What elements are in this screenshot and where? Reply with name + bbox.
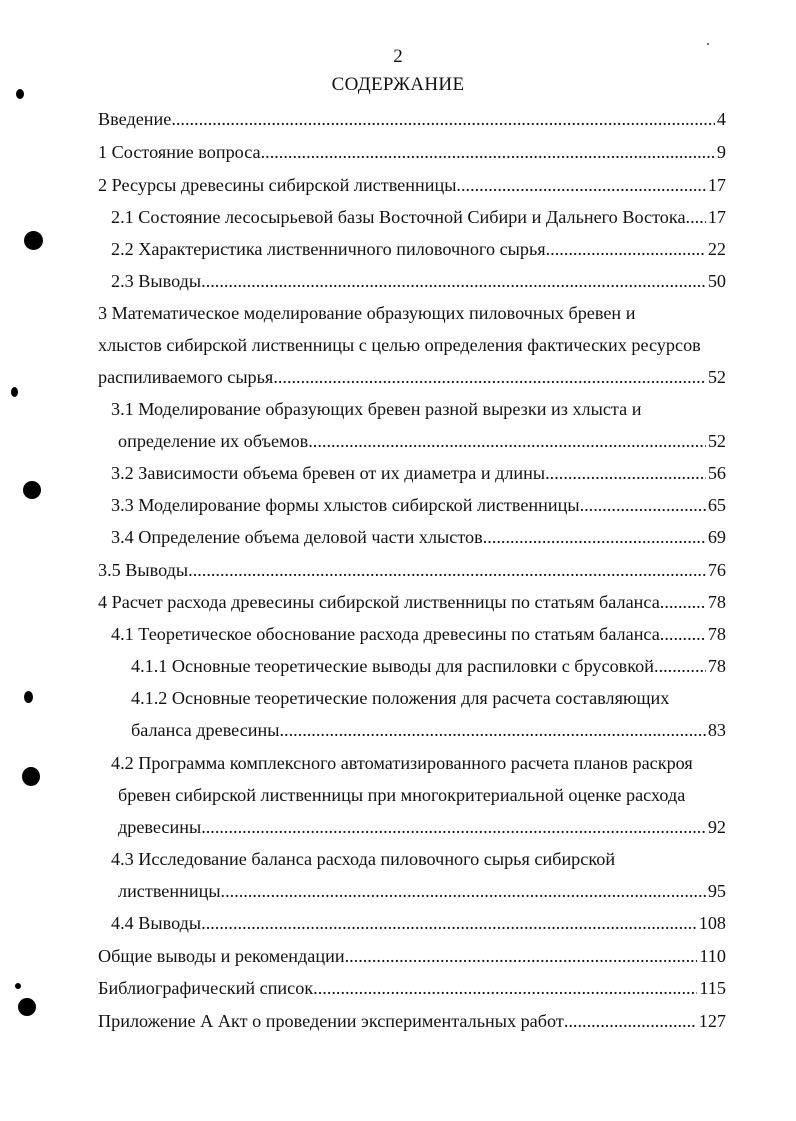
toc-entry-page: 4 xyxy=(716,109,726,129)
toc-entry xyxy=(98,104,726,134)
toc-entry-page: 78 xyxy=(707,656,726,676)
toc-entry xyxy=(118,426,726,456)
punch-hole xyxy=(16,89,24,99)
toc-entry-label: лиственницы xyxy=(118,881,221,901)
toc-entry xyxy=(98,298,726,328)
toc-entry xyxy=(98,587,726,617)
page-title: СОДЕРЖАНИЕ xyxy=(331,74,465,95)
toc-entry xyxy=(98,1006,726,1036)
punch-hole xyxy=(18,998,36,1016)
toc-entry-label: 4.1 Теоретическое обоснование расхода древесины по статьям баланса xyxy=(111,624,660,644)
toc-entry-page: 52 xyxy=(707,367,726,387)
toc-entry xyxy=(118,876,726,906)
toc-entry xyxy=(118,812,726,842)
toc-entry xyxy=(131,651,726,681)
toc-entry-page: 83 xyxy=(707,720,726,740)
toc-entry xyxy=(98,170,726,200)
toc-entry-label: Общие выводы и рекомендации xyxy=(98,946,345,966)
toc-entry xyxy=(111,748,726,778)
toc-entry xyxy=(111,522,726,552)
toc-entry xyxy=(111,234,726,264)
toc-entry xyxy=(111,202,726,232)
toc-entry-label: 4.4 Выводы xyxy=(111,913,202,933)
toc-entry-label: 2.1 Состояние лесосырьевой базы Восточной Сибири и Дальнего Востока xyxy=(111,207,686,227)
punch-hole xyxy=(24,691,33,703)
toc-entry-page: 56 xyxy=(707,463,726,483)
toc-entry-label: 3.3 Моделирование формы хлыстов сибирской лиственницы xyxy=(111,495,580,515)
toc-entry-label: 4.2 Программа комплексного автоматизированного расчета планов раскроя xyxy=(111,753,693,773)
toc-entry xyxy=(98,330,726,360)
toc-entry-label: 3 Математическое моделирование образующих пиловочных бревен и xyxy=(98,303,636,323)
toc-entry-label: хлыстов сибирской лиственницы с целью определения фактических ресурсов xyxy=(98,335,701,355)
punch-hole xyxy=(15,983,21,989)
toc-entry-page: 115 xyxy=(699,978,726,998)
toc-entry-label: бревен сибирской лиственницы при многокритериальной оценке расхода xyxy=(118,785,686,805)
toc-entry-page: 50 xyxy=(707,271,726,291)
toc-entry-page: 95 xyxy=(707,881,726,901)
toc-entry-page: 92 xyxy=(707,817,726,837)
toc-entry-page: 65 xyxy=(707,495,726,515)
toc-entry-label: 4.1.1 Основные теоретические выводы для распиловки с брусовкой xyxy=(131,656,655,676)
toc-entry-label: 4 Расчет расхода древесины сибирской лиственницы по статьям баланса xyxy=(98,592,660,612)
toc-entry-label: 4.3 Исследование баланса расхода пиловочного сырья сибирской xyxy=(111,849,616,869)
toc-entry-page: 22 xyxy=(707,239,726,259)
toc-entry-label: 4.1.2 Основные теоретические положения для расчета составляющих xyxy=(131,688,670,708)
toc-entry xyxy=(111,619,726,649)
toc-entry-label: распиливаемого сырья xyxy=(98,367,274,387)
toc-entry-page: 78 xyxy=(707,592,726,612)
toc-entry xyxy=(111,908,726,938)
scan-speck xyxy=(707,43,709,45)
toc-entry-page: 76 xyxy=(707,560,726,580)
toc-entry-page: 52 xyxy=(707,431,726,451)
page-number: 2 xyxy=(393,46,403,67)
toc-entry-page: 110 xyxy=(699,946,726,966)
toc-entry xyxy=(131,683,726,713)
toc-entry xyxy=(98,137,726,167)
toc-entry-label: 3.1 Моделирование образующих бревен разной вырезки из хлыста и xyxy=(111,399,642,419)
toc-entry-page: 108 xyxy=(698,913,726,933)
toc-entry-label: баланса древесины xyxy=(131,720,280,740)
toc-entry-page: 17 xyxy=(707,207,726,227)
toc-entry-page: 17 xyxy=(707,175,726,195)
toc-entry-label: 2.2 Характеристика лиственничного пиловочного сырья xyxy=(111,239,546,259)
toc-entry-label: 3.5 Выводы xyxy=(98,560,189,580)
toc-entry-page: 78 xyxy=(707,624,726,644)
toc-entry-label: 3.4 Определение объема деловой части хлыстов xyxy=(111,527,483,547)
toc-entry-label: Приложение А Акт о проведении экспериментальных работ xyxy=(98,1011,564,1031)
punch-hole xyxy=(24,231,43,250)
toc-entry-label: 2 Ресурсы древесины сибирской лиственницы xyxy=(98,175,457,195)
toc-entry xyxy=(111,844,726,874)
toc-entry-label: определение их объемов xyxy=(118,431,309,451)
toc-entry xyxy=(98,555,726,585)
toc-entry-page: 127 xyxy=(698,1011,726,1031)
toc-entry xyxy=(111,458,726,488)
punch-hole xyxy=(23,481,41,499)
toc-entry-label: древесины xyxy=(118,817,202,837)
toc-entry xyxy=(111,490,726,520)
toc-entry xyxy=(98,941,726,971)
toc-entry xyxy=(131,715,726,745)
toc-entry xyxy=(98,362,726,392)
toc-entry-page: 9 xyxy=(716,142,726,162)
toc-entry-label: 1 Состояние вопроса xyxy=(98,142,261,162)
punch-hole xyxy=(22,767,40,786)
toc-entry xyxy=(111,394,726,424)
toc-entry xyxy=(98,973,726,1003)
toc-entry-label: 3.2 Зависимости объема бревен от их диаметра и длины xyxy=(111,463,546,483)
toc-entry-label: 2.3 Выводы xyxy=(111,271,202,291)
toc-entry xyxy=(111,266,726,296)
toc-entry-label: Библиографический список xyxy=(98,978,314,998)
toc-entry-label: Введение xyxy=(98,109,172,129)
toc-entry xyxy=(118,780,726,810)
punch-hole xyxy=(11,387,18,397)
toc-entry-page: 69 xyxy=(707,527,726,547)
